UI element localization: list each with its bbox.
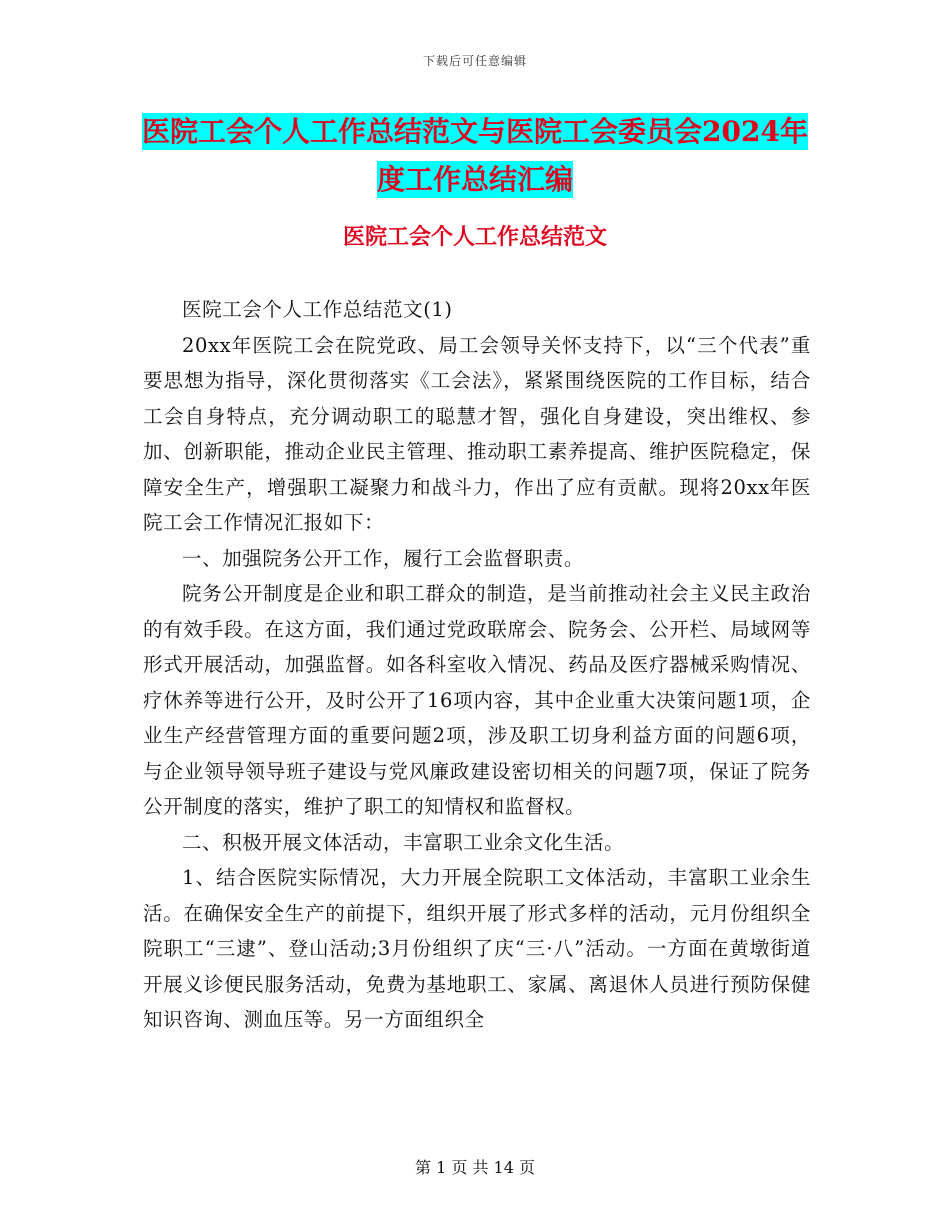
paragraph-heading-2: 二、积极开展文体活动，丰富职工业余文化生活。 xyxy=(182,830,625,854)
page-number-footer: 第 1 页 共 14 页 xyxy=(415,1158,535,1177)
paragraph-body-1: 院务公开制度是企业和职工群众的制造，是当前推动社会主义民主政治的有效手段。在这方面，我们通过党政联席会、院务会、公开栏、局域网等形式开展活动，加强监督。如各科室收入情况、药品及医疗器械采购情况、疗休养等进行公开，及时公开了16项内容，其中企业重大决策问题1项，企业生产经营管理方面的重要问题2项，涉及职工切身利益方面的问题6项，与企业领导领导班子建设与党风廉政建设密切相关的问题7项，保证了院务公开制度的落实，维护了职工的知情权和监督权。 xyxy=(143,582,811,818)
paragraph-intro: 20xx年医院工会在院党政、局工会领导关怀支持下，以“三个代表”重要思想为指导，深化贯彻落实《工会法》，紧紧围绕医院的工作目标，结合工会自身特点，充分调动职工的聪慧才智，强化自身建设，突出维权、参加、创新职能，推动企业民主管理、推动职工素养提高、维护医院稳定，保障安全生产，增强职工凝聚力和战斗力，作出了应有贡献。现将20xx年医院工会工作情况汇报如下： xyxy=(143,333,811,534)
document-title xyxy=(0,108,950,204)
section-title: 医院工会个人工作总结范文 xyxy=(342,224,607,250)
paragraph-body-2: 1、结合医院实际情况，大力开展全院职工文体活动，丰富职工业余生活。在确保安全生产的前提下，组织开展了形式多样的活动，元月份组织全院职工“三逮”、登山活动;3月份组织了庆“三·八”活动。一方面在黄墩街道开展义诊便民服务活动，免费为基地职工、家属、离退休人员进行预防保健知识咨询、测血压等。另一方面组织全 xyxy=(143,866,811,1031)
paragraph-heading-1: 一、加强院务公开工作，履行工会监督职责。 xyxy=(182,546,585,570)
body-text xyxy=(143,292,811,1038)
paragraph-subtitle: 医院工会个人工作总结范文(1) xyxy=(182,298,453,321)
document-title-line-2: 度工作总结汇编 xyxy=(376,163,573,196)
page-header-note: 下载后可任意编辑 xyxy=(422,54,527,68)
document-title-line-1: 医院工会个人工作总结范文与医院工会委员会2024年 xyxy=(142,115,808,148)
